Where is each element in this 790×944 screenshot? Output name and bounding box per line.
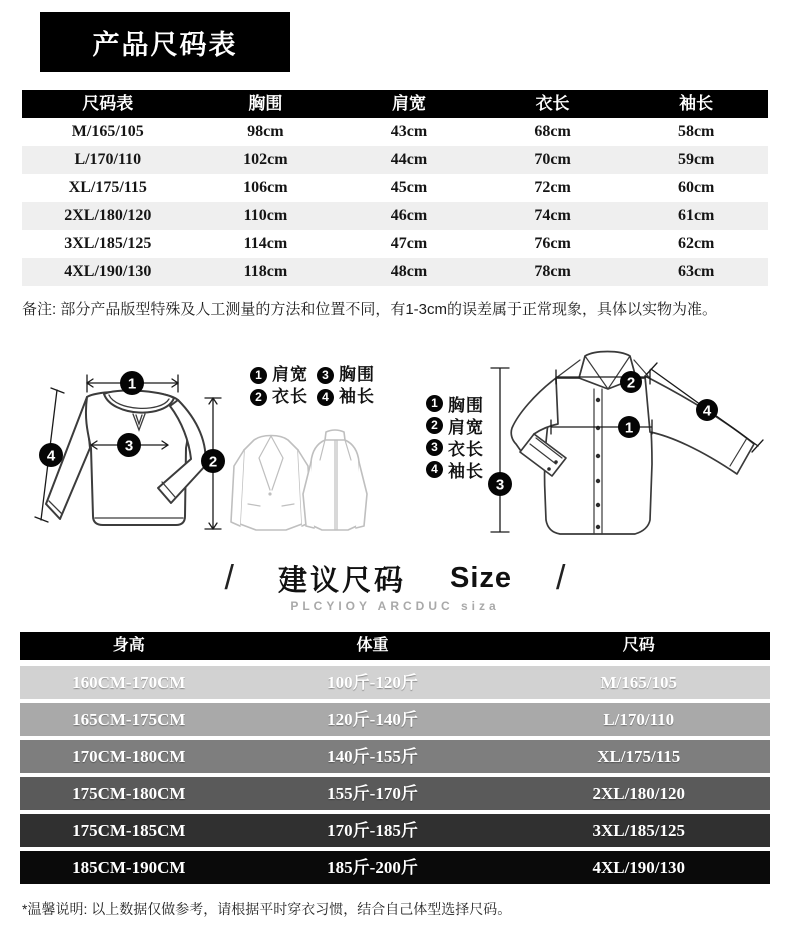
measurement-table-body: [22, 118, 768, 286]
table-cell: 185斤-200斤: [327, 858, 418, 877]
table-cell: 63cm: [677, 263, 715, 280]
table-cell: 170CM-180CM: [72, 747, 186, 766]
table-cell: 2XL/180/120: [592, 784, 686, 803]
legend-label: 肩宽: [448, 417, 484, 437]
table-cell: 衣长: [535, 94, 570, 113]
shirt-badge-2: [620, 371, 642, 393]
svg-text:3: 3: [495, 476, 505, 494]
legend-badge: 1: [426, 395, 443, 412]
table-cell: 4XL/190/130: [592, 858, 686, 877]
table-row: [20, 851, 770, 884]
table-cell: L/170/110: [74, 151, 142, 168]
table-row: [22, 174, 768, 202]
suggest-size-heading: [0, 558, 790, 598]
table-row: [22, 146, 768, 174]
table-cell: 100斤-120斤: [327, 673, 418, 692]
table-cell: 袖长: [679, 94, 714, 113]
table-row: [22, 202, 768, 230]
table-cell: 60cm: [677, 179, 715, 196]
legend-label: 胸围: [448, 395, 484, 415]
legend-badge: 3: [426, 439, 443, 456]
measurement-table: [22, 90, 768, 286]
table-cell: 43cm: [390, 123, 428, 140]
legend-row: [426, 414, 516, 436]
table-cell: 98cm: [247, 123, 284, 140]
svg-text:4: 4: [702, 402, 712, 420]
measurement-note: 备注: 部分产品版型特殊及人工测量的方法和位置不同，有1-3cm的误差属于正常现象，具体以实物为准。: [22, 301, 718, 318]
table-cell: 102cm: [243, 151, 288, 168]
table-cell: 110cm: [243, 207, 288, 224]
legend-row: [426, 436, 516, 458]
table-cell: 68cm: [534, 123, 571, 140]
legend-label: 袖长: [448, 461, 484, 481]
slash-left: /: [224, 558, 234, 597]
table-cell: XL/175/115: [68, 179, 147, 196]
legend-item: [317, 386, 375, 408]
table-cell: L/170/110: [603, 710, 675, 729]
legend-badge: 3: [317, 367, 334, 384]
table-cell: 体重: [356, 637, 389, 654]
legend-item: [250, 386, 308, 408]
table-row: [20, 814, 770, 847]
table-cell: 155斤-170斤: [327, 784, 418, 803]
sweater-badge-3: [117, 433, 141, 457]
table-cell: 4XL/190/130: [64, 263, 152, 280]
legend-item: [250, 364, 308, 386]
suggest-title-cn: 建议尺码: [277, 564, 406, 597]
table-cell: 3XL/185/125: [592, 821, 686, 840]
sweater-illustration: [46, 391, 206, 525]
table-row: [20, 632, 770, 660]
legend-row: [250, 386, 420, 408]
table-cell: 59cm: [677, 151, 715, 168]
table-cell: M/165/105: [71, 123, 144, 140]
table-cell: M/165/105: [600, 673, 677, 692]
slash-right: /: [556, 558, 566, 597]
legend-label: 肩宽: [272, 365, 308, 384]
suggest-table-body: [20, 666, 770, 884]
svg-text:2: 2: [626, 374, 636, 392]
table-cell: 62cm: [677, 235, 715, 252]
table-row: [22, 90, 768, 118]
table-cell: 肩宽: [391, 94, 426, 113]
table-cell: 45cm: [390, 179, 428, 196]
suggest-subtitle: PLCYIOY ARCDUC siza: [290, 599, 500, 613]
legend-badge: 4: [317, 389, 334, 406]
table-cell: 48cm: [390, 263, 428, 280]
table-cell: 胸围: [248, 94, 283, 113]
table-cell: 185CM-190CM: [72, 858, 186, 877]
table-cell: 140斤-155斤: [327, 747, 418, 766]
svg-text:4: 4: [46, 447, 56, 465]
legend-row: [250, 364, 420, 386]
table-cell: XL/175/115: [597, 747, 681, 766]
table-cell: 165CM-175CM: [72, 710, 186, 729]
table-cell: 118cm: [243, 263, 288, 280]
legend-row: [426, 458, 516, 480]
zip-jacket-illustration: [303, 430, 367, 530]
sweater-badge-1: [120, 371, 144, 395]
table-cell: 47cm: [390, 235, 428, 252]
suggest-table-header: [20, 632, 770, 660]
legend-badge: 2: [426, 417, 443, 434]
sweater-badge-4: [39, 443, 63, 467]
table-cell: 2XL/180/120: [64, 207, 152, 224]
page-title-box: [40, 12, 290, 72]
svg-text:2: 2: [208, 453, 218, 471]
table-cell: 72cm: [534, 179, 571, 196]
suggest-title-en: Size: [449, 561, 513, 594]
legend-label: 衣长: [448, 439, 484, 459]
page-title: 产品尺码表: [92, 29, 238, 60]
table-cell: 尺码: [622, 637, 655, 654]
table-cell: 160CM-170CM: [72, 673, 186, 692]
table-cell: 175CM-180CM: [72, 784, 186, 803]
legend-label: 袖长: [339, 387, 375, 406]
legend-badge: 2: [250, 389, 267, 406]
shirt-legend: [426, 392, 516, 480]
table-cell: 74cm: [534, 207, 571, 224]
table-cell: 身高: [112, 637, 145, 654]
tip-note: *温馨说明: 以上数据仅做参考，请根据平时穿衣习惯，结合自己体型选择尺码。: [22, 901, 512, 917]
legend-label: 衣长: [272, 387, 308, 406]
shirt-badge-4: [696, 399, 718, 421]
legend-label: 胸围: [339, 365, 375, 384]
table-cell: 106cm: [243, 179, 288, 196]
table-cell: 114cm: [243, 235, 288, 252]
measurement-table-header: [22, 90, 768, 118]
svg-text:1: 1: [624, 419, 634, 437]
sweater-legend: [250, 364, 420, 408]
table-cell: 尺码表: [82, 94, 134, 113]
table-cell: 70cm: [534, 151, 571, 168]
table-row: [22, 230, 768, 258]
table-row: [20, 777, 770, 810]
legend-badge: 4: [426, 461, 443, 478]
table-row: [20, 740, 770, 773]
legend-item: [317, 364, 375, 386]
suggest-size-table: [20, 632, 770, 888]
table-cell: 46cm: [390, 207, 428, 224]
legend-badge: 1: [250, 367, 267, 384]
table-cell: 44cm: [390, 151, 428, 168]
table-cell: 61cm: [677, 207, 715, 224]
blazer-illustration: [231, 436, 311, 531]
table-cell: 3XL/185/125: [64, 235, 152, 252]
table-cell: 120斤-140斤: [327, 710, 418, 729]
table-row: [20, 703, 770, 736]
table-row: [20, 666, 770, 699]
table-cell: 78cm: [534, 263, 571, 280]
table-cell: 58cm: [677, 123, 715, 140]
table-row: [22, 118, 768, 146]
table-cell: 175CM-185CM: [72, 821, 186, 840]
table-row: [22, 258, 768, 286]
shirt-badge-1: [618, 416, 640, 438]
sweater-badge-2: [201, 449, 225, 473]
svg-text:3: 3: [124, 437, 134, 455]
legend-row: [426, 392, 516, 414]
table-cell: 76cm: [534, 235, 571, 252]
svg-text:1: 1: [127, 375, 137, 393]
table-cell: 170斤-185斤: [327, 821, 418, 840]
